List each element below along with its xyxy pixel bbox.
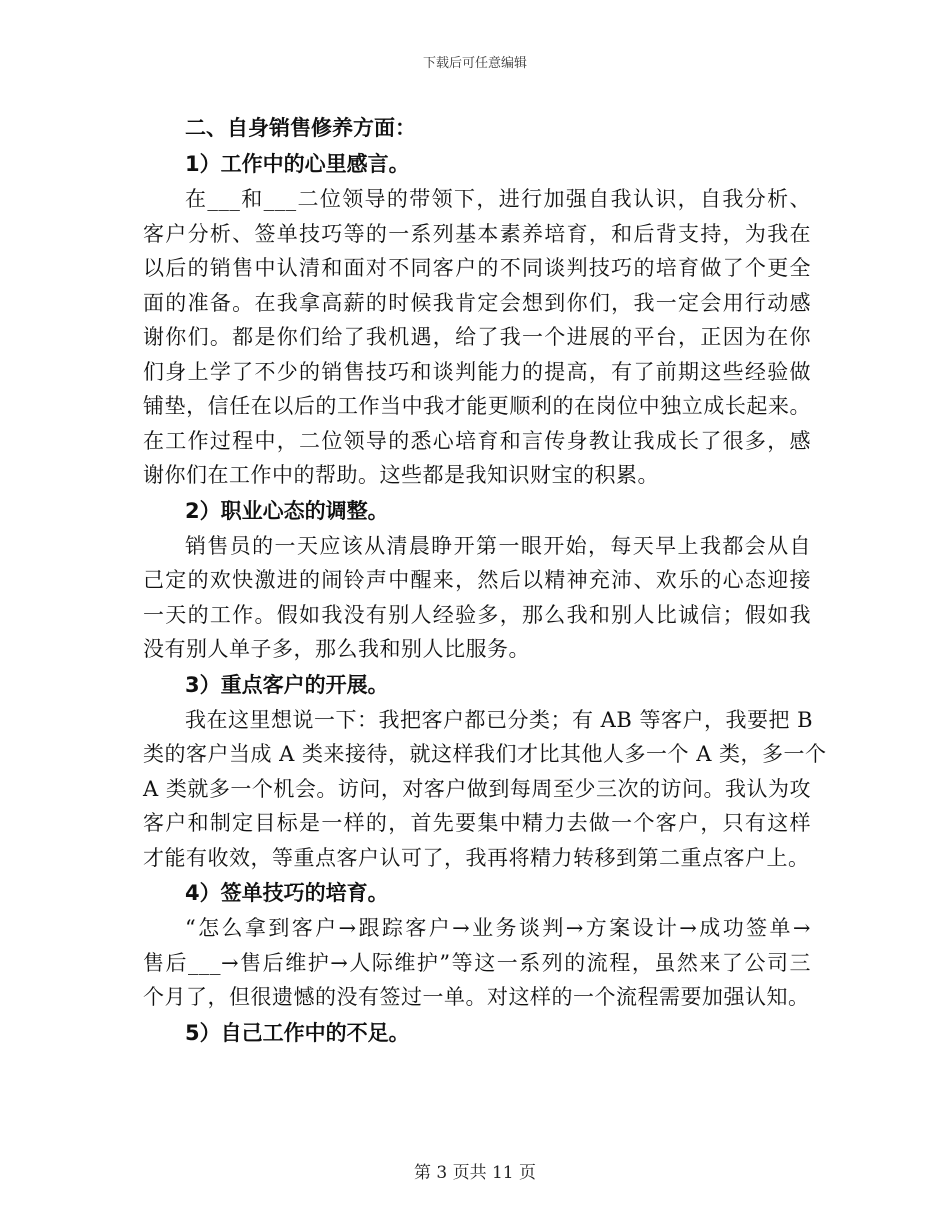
paragraph bbox=[143, 703, 827, 876]
paragraph-line: 没有别人单子多，那么我和别人比服务。 bbox=[143, 637, 530, 661]
paragraph-line: 在工作过程中，二位领导的悉心培育和言传身教让我成长了很多，感 bbox=[143, 428, 811, 453]
document-body bbox=[143, 110, 827, 1051]
paragraph bbox=[143, 182, 811, 493]
paragraph-line: 以后的销售中认清和面对不同客户的不同谈判技巧的培育做了个更全 bbox=[143, 256, 811, 280]
paragraph-line: A 类就多一个机会。访问，对客户做到每周至少三次的访问。我认为攻 bbox=[143, 776, 811, 801]
subsection-heading: 3）重点客户的开展。 bbox=[185, 672, 389, 697]
paragraph-line: 我在这里想说一下：我把客户都已分类；有 AB 等客户，我要把 B bbox=[185, 707, 814, 732]
section-heading: 二、自身销售修养方面： bbox=[185, 116, 416, 140]
paragraph-line: 客户和制定目标是一样的，首先要集中精力去做一个客户，只有这样 bbox=[143, 811, 811, 835]
subsection-heading: 5）自己工作中的不足。 bbox=[185, 1020, 410, 1045]
paragraph-line: 铺垫，信任在以后的工作当中我才能更顺利的在岗位中独立成长起来。 bbox=[143, 394, 811, 418]
paragraph-line: 面的准备。在我拿高薪的时候我肯定会想到你们，我一定会用行动感 bbox=[143, 290, 811, 315]
paragraph bbox=[143, 911, 811, 1015]
paragraph-line: 一天的工作。假如我没有别人经验多，那么我和别人比诚信；假如我 bbox=[143, 602, 811, 627]
paragraph-line: 在___和___二位领导的带领下，进行加强自我认识，自我分析、 bbox=[185, 187, 811, 211]
page-footer: 第 3 页共 11 页 bbox=[413, 1163, 537, 1183]
subsection-heading: 2）职业心态的调整。 bbox=[185, 498, 389, 523]
paragraph-line: 销售员的一天应该从清晨睁开第一眼开始，每天早上我都会从自 bbox=[185, 533, 811, 558]
paragraph-line: 己定的欢快激进的闹铃声中醒来，然后以精神充沛、欢乐的心态迎接 bbox=[143, 568, 811, 592]
subsection-heading: 1）工作中的心里感言。 bbox=[185, 152, 410, 176]
paragraph-line: 们身上学了不少的销售技巧和谈判能力的提高，有了前期这些经验做 bbox=[143, 359, 811, 384]
paragraph-line: 类的客户当成 A 类来接待，就这样我们才比其他人多一个 A 类，多一个 bbox=[143, 742, 827, 766]
page-header: 下载后可任意编辑 bbox=[422, 56, 527, 71]
paragraph-line: 售后___→售后维护→人际维护”等这一系列的流程，虽然来了公司三 bbox=[143, 950, 811, 975]
paragraph-line: 个月了，但很遗憾的没有签过一单。对这样的一个流程需要加强认知。 bbox=[143, 985, 810, 1009]
paragraph-line: 客户分析、签单技巧等的一系列基本素养培育，和后背支持，为我在 bbox=[143, 221, 811, 246]
paragraph-line: 谢你们在工作中的帮助。这些都是我知识财宝的积累。 bbox=[143, 463, 659, 487]
subsection-heading: 4）签单技巧的培育。 bbox=[185, 881, 389, 905]
paragraph-line: “怎么拿到客户→跟踪客户→业务谈判→方案设计→成功签单→ bbox=[185, 916, 811, 940]
paragraph bbox=[143, 529, 811, 667]
paragraph-line: 才能有收效，等重点客户认可了，我再将精力转移到第二重点客户上。 bbox=[143, 845, 810, 870]
paragraph-line: 谢你们。都是你们给了我机遇，给了我一个进展的平台，正因为在你 bbox=[143, 325, 811, 349]
